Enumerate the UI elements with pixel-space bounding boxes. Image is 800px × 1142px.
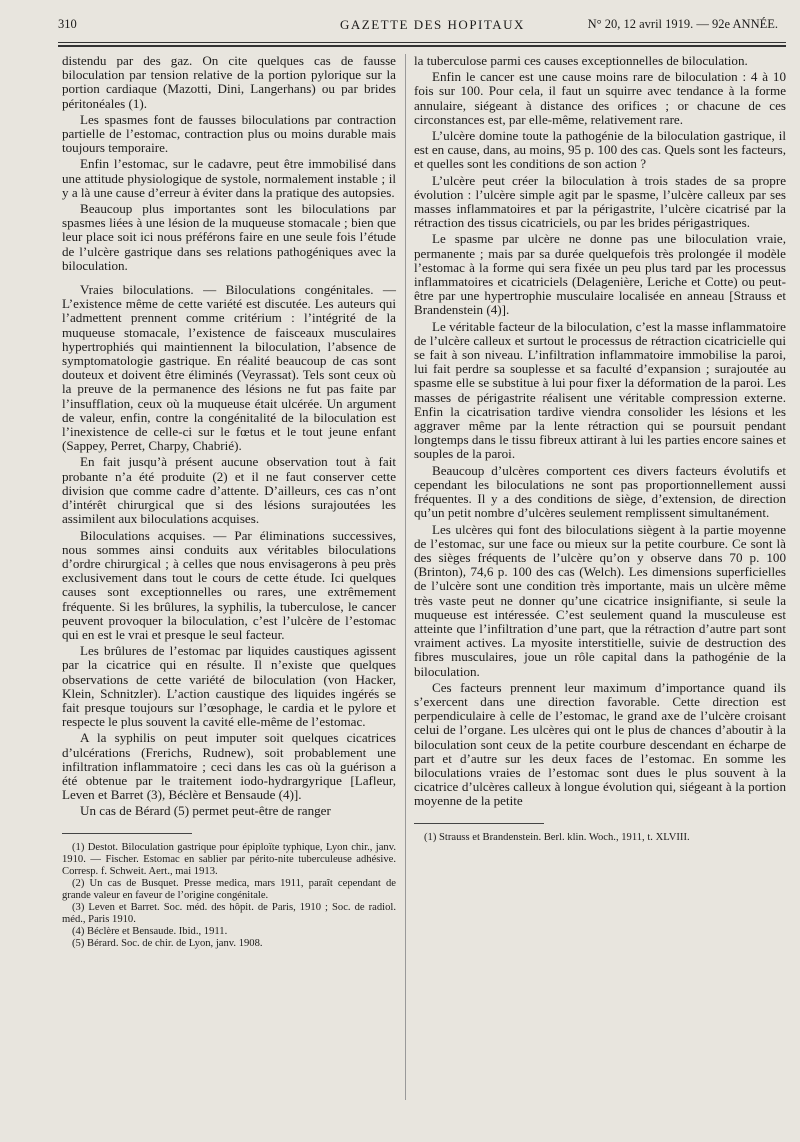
paragraph: Beaucoup d’ulcères comportent ces divers facteurs évolutifs et cependant les biloculations ne sont pas proportionnellement aussi fréquentes. Il y a des conditions de siège, d’extension, de direction qu’un petit nombre d’ulcères seulement remplissent simultanément. [414, 462, 786, 521]
header-rule [58, 42, 786, 43]
footnote: (1) Destot. Biloculation gastrique pour épiploïte typhique, Lyon chir., janv. 1910. — Fischer. Estomac en sablier par périto-nite tuberculeuse adhésive. Corresp. f. Schweit. Aert., mai 1913. [62, 841, 396, 877]
paragraph: Vraies biloculations. — Biloculations congénitales. — L’existence même de cette variété est discutée. Les auteurs qui l’admettent prennent comme critérium : l’intégrité de la muqueuse stomacale, l’existence de faisceaux musculaires hypertrophiés qui maintiennent la biloculation, l’absence de symptomatologie gastrique. En réalité beaucoup de cas sont douteux et doivent être éliminés (Veyrassat). Tels sont ceux où la preuve de la permanence des lésions ne fut pas faite par l’insufflation, ceux où la muqueuse était ulcérée. Un argument de valeur, enfin, contre la congénitalité de la biloculation est l’inexistence de celle-ci sur le fœtus et le tout jeune enfant (Sappey, Perret, Charpy, Chabrié). [62, 282, 396, 454]
paragraph: L’ulcère domine toute la pathogénie de la biloculation gastrique, il est en cause, dans, au moins, 95 p. 100 des cas. Quels sont les facteurs, et quelles sont les conditions de son action ? [414, 128, 786, 172]
issue-line: N° 20, 12 avril 1919. — 92e ANNÉE. [587, 17, 778, 31]
paragraph: distendu par des gaz. On cite quelques cas de fausse biloculation par tension relative de la portion pylorique sur la portion cardiaque (Mazotti, Dini, Langerhans) ou par brides péritonéales (1). [62, 53, 396, 111]
paragraph: L’ulcère peut créer la biloculation à trois stades de sa propre évolution : l’ulcère simple agit par le spasme, l’ulcère calleux par ses masses inflammatoires et par la périgastrite, l’ulcère cicatrisé par la rétraction des tissus cicatriciels, ou par les brides périgastriques. [414, 172, 786, 231]
footnotes [414, 832, 786, 844]
paragraph: Un cas de Bérard (5) permet peut-être de ranger [80, 803, 331, 819]
paragraph: Les brûlures de l’estomac par liquides caustiques agissent par la cicatrice qui en résulte. Il n’existe que quelques observations de cette variété de biloculation (von Hacker, Klein, Schnitzler). L’action caustique des liquides ingérés se fait presque toujours sur l’œsophage, le cardia et le pylore et respecte le plus souvent la cavité elle-même de l’estomac. [62, 643, 396, 730]
journal-title: GAZETTE DES HOPITAUX [340, 17, 525, 32]
paragraph: Beaucoup plus importantes sont les biloculations par spasmes liées à une lésion de la muqueuse stomacale ; bien que leur place soit ici nous préférons faire en une seule fois l’étude de l’ulcère gastrique dans ses relations pathogéniques avec la biloculation. [62, 201, 396, 273]
paragraph: Les ulcères qui font des biloculations siègent à la partie moyenne de l’estomac, sur une face ou mieux sur la petite courbure. Ce sont là des sièges fréquents de l’ulcère qu’on y observe dans 70 p. 100 (Brinton), 74,6 p. 100 des cas (Welch). Les dimensions superficielles de l’ulcère sont une condition très importante, mais un ulcère même très vaste peut ne donner qu’une cicatrice insignifiante, si seule la muqueuse est intéressée. C’est seulement quand la musculeuse est atteinte que l’infiltration d’une part, que la rétraction d’autre part sont vraiment actives. La myosite interstitielle, suivie de destruction des fibres musculaires, joue un rôle capital dans la pathogénie de la biloculation. [414, 521, 786, 679]
paragraph: A la syphilis on peut imputer soit quelques cicatrices d’ulcérations (Frerichs, Rudnew), soit probablement une infiltration inflammatoire ; ceci dans les cas où la guérison a été obtenue par le traitement iodo-hydrargyrique [Lafleur, Leven et Barret (3), Béclère et Bensaude (4)]. [62, 730, 396, 803]
column-divider [405, 54, 406, 1100]
footnotes [62, 842, 396, 950]
paragraph: Biloculations acquises. — Par éliminations successives, nous sommes ainsi conduits aux véritables biloculations d’ordre chirurgical ; à celles que nous envisagerons à peu près exclusivement dans tout le cours de cette étude. Ici quelques causes sont exceptionnelles ou rares, une extrêmement fréquente. Si les brûlures, la syphilis, la tuberculose, le cancer peuvent provoquer la biloculation, c’est l’ulcère de l’estomac qui en est le vrai et presque le seul facteur. [62, 527, 396, 642]
footnote-rule [62, 833, 192, 834]
left-column [62, 54, 396, 950]
footnote: (5) Bérard. Soc. de chir. de Lyon, janv. 1908. [72, 937, 263, 949]
footnote-rule [414, 823, 544, 824]
footnote: (3) Leven et Barret. Soc. méd. des hôpit. de Paris, 1910 ; Soc. de radiol. méd., Paris 1910. [62, 901, 396, 925]
page-number: 310 [58, 17, 77, 31]
header-rule-thick [58, 45, 786, 47]
paragraph: Enfin le cancer est une cause moins rare de biloculation : 4 à 10 fois sur 100. Pour cela, il faut un squirre avec tendance à la forme annulaire, siégeant à distance des orifices ; or chacune de ces circonstances est, par elle-même, relativement rare. [414, 69, 786, 127]
footnote: (2) Un cas de Busquet. Presse medica, mars 1911, paraît cependant de grande valeur en faveur de l’origine congénitale. [62, 877, 396, 901]
paragraph: Les spasmes font de fausses biloculations par contraction partielle de l’estomac, contraction plus ou moins durable mais toujours temporaire. [62, 111, 396, 156]
paragraph: la tuberculose parmi ces causes exceptionnelles de biloculation. [414, 53, 748, 68]
right-column [414, 54, 786, 844]
paragraph: Enfin l’estomac, sur le cadavre, peut être immobilisé dans une attitude physiologique de systole, normalement instable ; il y a là une cause d’erreur à éviter dans la pratique des autopsies. [62, 156, 396, 200]
paragraph: Ces facteurs prennent leur maximum d’importance quand ils s’exercent dans une direction favorable. Cette direction est perpendiculaire à celle de l’estomac, le grand axe de l’ulcère croisant celui de l’organe. Les ulcères qui ont le plus de chances d’aboutir à la biloculation sont ceux de la petite courbure descendant en écharpe de part et d’autre sur les deux faces de l’estomac. En somme les biloculations vraies de l’estomac sont dues le plus souvent à la cicatrice d’ulcères calleux à longue évolution qui, siégeant à la portion moyenne de la petite [414, 679, 786, 809]
paragraph: En fait jusqu’à présent aucune observation tout à fait probante n’a été produite (2) et il ne faut conserver cette division que comme cadre d’attente. D’ailleurs, ces cas n’ont d’intérêt chirurgical que si des lésions surajoutées les assimilent aux biloculations acquises. [62, 454, 396, 527]
footnote: (4) Béclère et Bensaude. Ibid., 1911. [72, 925, 228, 937]
paragraph: Le véritable facteur de la biloculation, c’est la masse inflammatoire de l’ulcère calleux et surtout le processus de rétraction cicatricielle qui se fait à son niveau. L’infiltration inflammatoire immobilise la paroi, lui fait perdre sa souplesse et sa faculté d’expansion ; surajoutée au spasme elle se substitue à lui pour fixer la déformation de la paroi. Les masses de périgastrite réalisent une véritable compression externe. Enfin la cicatrisation tardive viendra consolider les lésions et les aggraver même par la lente rétraction qui se poursuit pendant longtemps dans le tissu fibreux attirant à lui les parties encore saines et souples de la paroi. [414, 318, 786, 462]
paragraph: Le spasme par ulcère ne donne pas une biloculation vraie, permanente ; mais par sa durée quelquefois très prolongée il modèle l’estomac à la forme qui sera fixée un peu plus tard par les processus inflammatoires et cicatriciels (Delagenière, Leriche et Cotte) ou peut-être par une hypertrophie musculaire localisée en anneau [Strauss et Brandenstein (4)]. [414, 231, 786, 318]
page-header [58, 14, 786, 38]
footnote: (1) Strauss et Brandenstein. Berl. klin. Woch., 1911, t. XLVIII. [424, 831, 690, 843]
